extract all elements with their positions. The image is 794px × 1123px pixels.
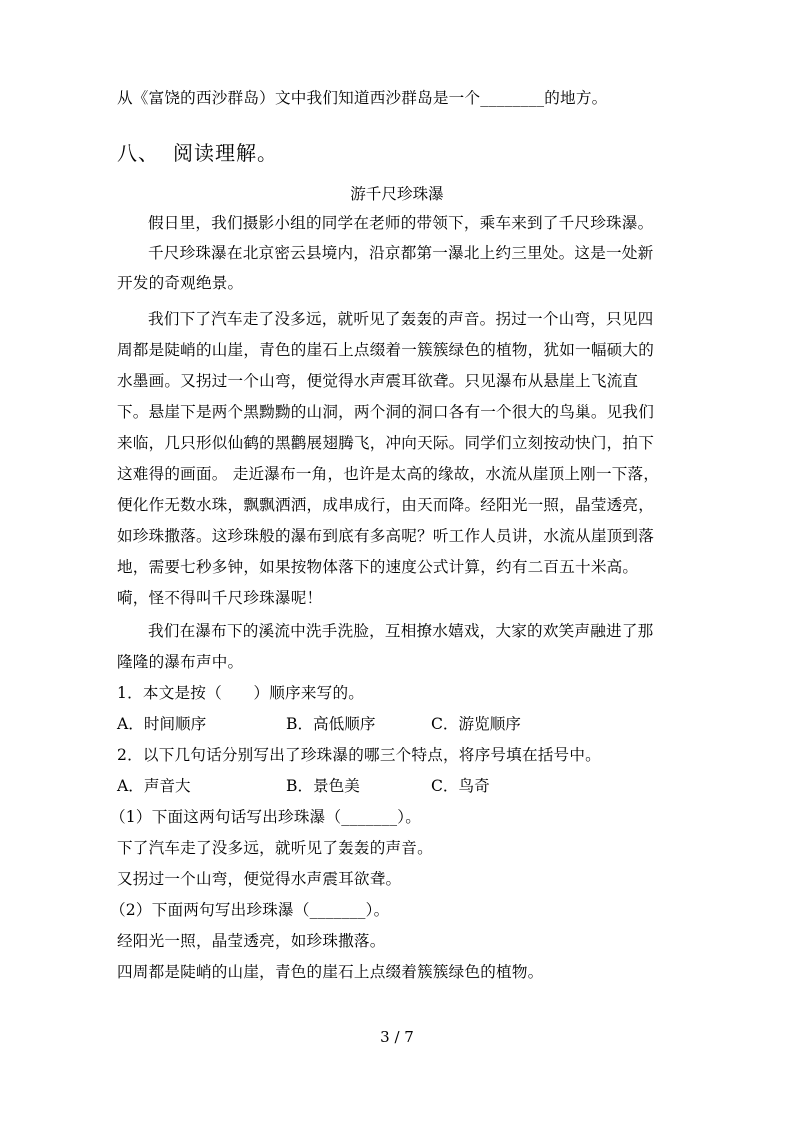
question-2-option-c: C．鸟奇 [431, 777, 490, 795]
passage-line: 开发的奇观绝景。 [117, 274, 244, 292]
question-2-sub1-sentence: 又拐过一个山弯，便觉得水声震耳欲聋。 [117, 870, 402, 888]
passage-line: 周都是陡峭的山崖，青色的崖石上点缀着一簇簇绿色的植物，犹如一幅硕大的 [117, 341, 654, 359]
passage-line: 我们下了汽车走了没多远，就听见了轰轰的声音。拐过一个山弯，只见四 [148, 310, 654, 328]
intro-question: 从《富饶的西沙群岛）文中我们知道西沙群岛是一个________的地方。 [117, 89, 608, 107]
question-2-sub1-sentence: 下了汽车走了没多远，就听见了轰轰的声音。 [117, 839, 433, 857]
passage-line: 隆隆的瀑布声中。 [117, 653, 244, 671]
question-2-option-b: B．景色美 [286, 777, 360, 795]
section-heading [117, 140, 278, 166]
passage-line: 来临，几只形似仙鹤的黑鹳展翅腾飞，冲向天际。同学们立刻按动快门，拍下 [117, 434, 654, 452]
question-1-option-b: B．高低顺序 [286, 715, 376, 733]
question-2-option-a: A．声音大 [117, 777, 191, 795]
passage-line: 如珍珠撒落。这珍珠般的瀑布到底有多高呢？听工作人员讲，水流从崖顶到落 [117, 527, 654, 545]
question-2-sub1-stem: （1）下面这两句话写出珍珠瀑（_______）。 [110, 808, 421, 826]
page-number: 3 / 7 [380, 1028, 414, 1046]
question-1-option-a: A．时间顺序 [117, 715, 207, 733]
question-1-stem: 1．本文是按（ ）顺序来写的。 [117, 684, 365, 702]
question-1-option-c: C．游览顺序 [431, 715, 521, 733]
passage-line: 便化作无数水珠，飘飘洒洒，成串成行，由天而降。经阳光一照，晶莹透亮， [117, 496, 654, 514]
question-2-sub2-sentence: 四周都是陡峭的山崖，青色的崖石上点缀着簇簇绿色的植物。 [117, 963, 544, 981]
question-2-stem: 2．以下几句话分别写出了珍珠瀑的哪三个特点，将序号填在括号中。 [117, 746, 601, 764]
passage-line: 假日里，我们摄影小组的同学在老师的带领下，乘车来到了千尺珍珠瀑。 [148, 214, 654, 232]
passage-title: 游千尺珍珠瀑 [350, 185, 444, 203]
passage-line: 水墨画。又拐过一个山弯，便觉得水声震耳欲聋。只见瀑布从悬崖上飞流直 [117, 372, 639, 390]
question-2-sub2-sentence: 经阳光一照，晶莹透亮，如珍珠撒落。 [117, 932, 386, 950]
passage-line: 地，需要七秒多钟，如果按物体落下的速度公式计算，约有二百五十米高。 [117, 558, 639, 576]
section-title: 阅读理解。 [173, 141, 278, 165]
passage-line: 下。悬崖下是两个黑黝黝的山洞，两个洞的洞口各有一个很大的鸟巢。见我们 [117, 403, 654, 421]
passage-line: 千尺珍珠瀑在北京密云县境内，沿京都第一瀑北上约三里处。这是一处新 [148, 244, 654, 262]
passage-line: 这难得的画面。 走近瀑布一角，也许是太高的缘故，水流从崖顶上刚一下落， [117, 465, 660, 483]
passage-line: 我们在瀑布下的溪流中洗手洗脸，互相撩水嬉戏，大家的欢笑声融进了那 [148, 622, 654, 640]
section-number: 八、 [117, 141, 159, 165]
question-2-sub2-stem: （2）下面两句写出珍珠瀑（_______）。 [110, 901, 390, 919]
passage-line: 嗬，怪不得叫千尺珍珠瀑呢！ [117, 589, 323, 607]
